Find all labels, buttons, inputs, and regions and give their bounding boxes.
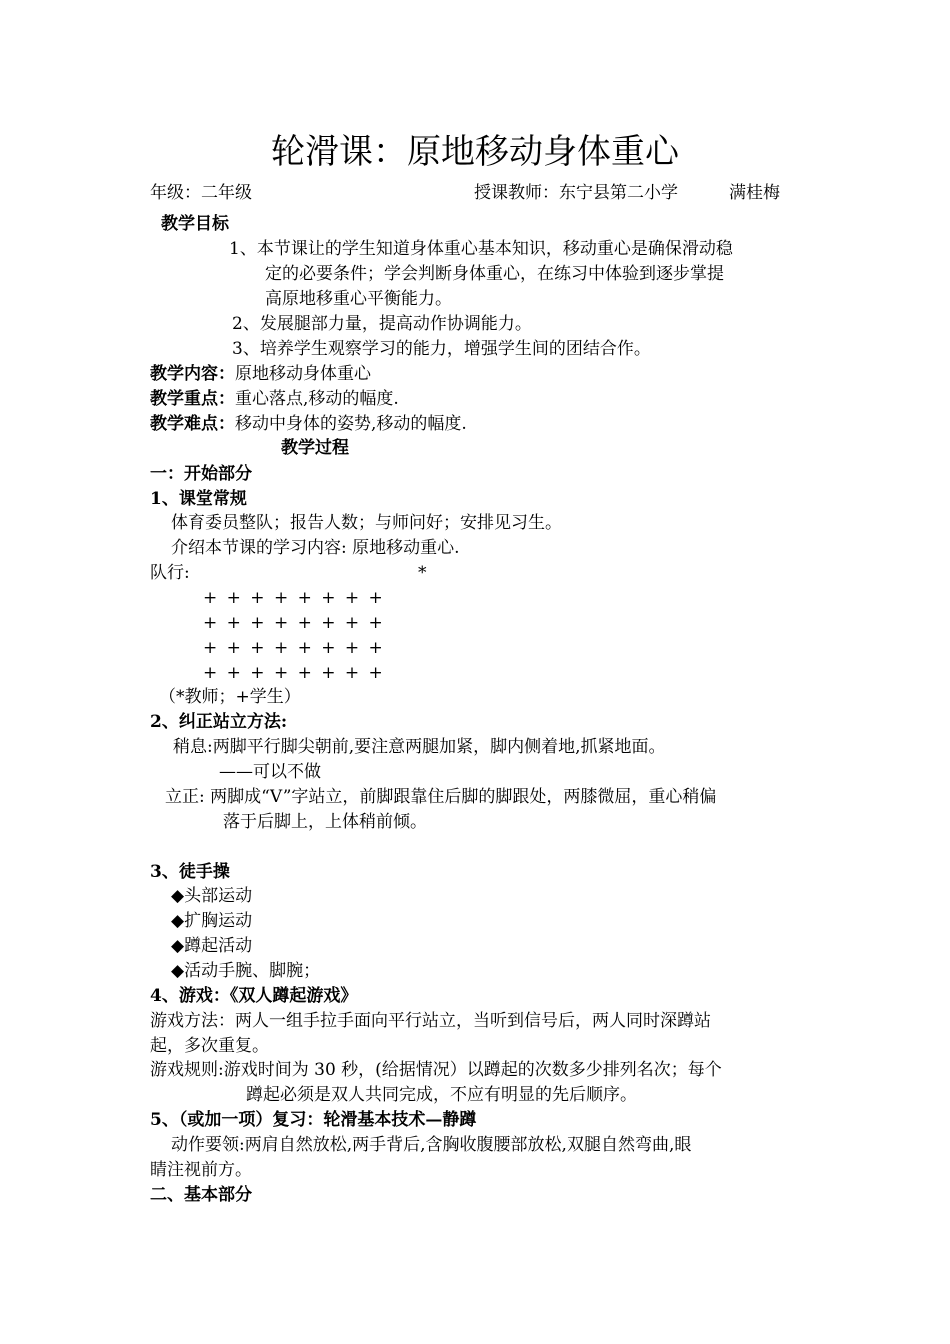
stand-line-1: 立正: 两脚成“V”字站立，前脚跟靠住后脚的脚跟处，两膝微屈，重心稍偏 bbox=[165, 787, 717, 807]
formation-row-2: + + + + + + + + bbox=[203, 613, 385, 633]
part1-heading: 一：开始部分 bbox=[150, 464, 252, 484]
content-row bbox=[150, 363, 371, 385]
exercise-item-3: ◆蹲起活动 bbox=[171, 936, 253, 956]
process-heading: 教学过程 bbox=[281, 438, 349, 458]
section-5-heading: 5、（或加一项）复习：轮滑基本技术—静蹲 bbox=[150, 1110, 477, 1130]
stand-line-2: 落于后脚上，上体稍前倾。 bbox=[223, 812, 427, 832]
exercise-item-1: ◆头部运动 bbox=[171, 886, 253, 906]
key-point-value: 重心落点,移动的幅度. bbox=[235, 389, 399, 409]
content-label: 教学内容： bbox=[150, 364, 235, 384]
teacher-text: 授课教师：东宁县第二小学 bbox=[474, 183, 678, 203]
game-rule-line-1: 游戏规则:游戏时间为 30 秒，(给据情况）以蹲起的次数多少排列名次；每个 bbox=[150, 1060, 722, 1080]
teacher-name: 满桂梅 bbox=[729, 183, 780, 203]
objective-3: 3、培养学生观察学习的能力，增强学生间的团结合作。 bbox=[232, 339, 651, 359]
objectives-heading: 教学目标 bbox=[161, 214, 229, 234]
section-3-heading: 3、徒手操 bbox=[150, 862, 230, 882]
objective-1-line-1: 1、本节课让的学生知道身体重心基本知识，移动重心是确保滑动稳 bbox=[229, 239, 733, 259]
exercise-item-2: ◆扩胸运动 bbox=[171, 911, 253, 931]
section-2-heading: 2、纠正站立方法: bbox=[150, 712, 288, 732]
squat-line-2: 睛注视前方。 bbox=[150, 1160, 252, 1180]
section-1-heading: 1、课堂常规 bbox=[150, 489, 247, 509]
formation-row-4: + + + + + + + + bbox=[203, 663, 385, 683]
objective-1-line-3: 高原地移重心平衡能力。 bbox=[265, 289, 452, 309]
content-value: 原地移动身体重心 bbox=[235, 364, 371, 384]
objective-1-line-2: 定的必要条件；学会判断身体重心，在练习中体验到逐步掌提 bbox=[265, 264, 724, 284]
section-4-heading: 4、游戏：《双人蹲起游戏》 bbox=[150, 986, 358, 1006]
game-rule-line-2: 蹲起必须是双人共同完成，不应有明显的先后顺序。 bbox=[246, 1085, 637, 1105]
part2-heading: 二、基本部分 bbox=[150, 1185, 252, 1205]
formation-row-1: + + + + + + + + bbox=[203, 588, 385, 608]
formation-label: 队行: bbox=[150, 563, 190, 583]
difficulty-label: 教学难点： bbox=[150, 414, 235, 434]
routine-line-2: 介绍本节课的学习内容: 原地移动重心. bbox=[171, 538, 460, 558]
routine-line-1: 体育委员整队；报告人数；与师问好；安排见习生。 bbox=[171, 513, 562, 533]
objective-2: 2、发展腿部力量，提高动作协调能力。 bbox=[232, 314, 532, 334]
exercise-item-4: ◆活动手腕、脚腕； bbox=[171, 961, 321, 981]
formation-legend: （*教师；+学生） bbox=[159, 687, 301, 707]
page-title: 轮滑课：原地移动身体重心 bbox=[271, 132, 679, 172]
game-method-line-2: 起，多次重复。 bbox=[150, 1036, 269, 1056]
rest-line-1: 稍息:两脚平行脚尖朝前,要注意两腿加紧，脚内侧着地,抓紧地面。 bbox=[173, 737, 666, 757]
grade-text: 年级：二年级 bbox=[150, 183, 252, 203]
game-method-line-1: 游戏方法：两人一组手拉手面向平行站立，当听到信号后，两人同时深蹲站 bbox=[150, 1011, 711, 1031]
key-point-label: 教学重点： bbox=[150, 389, 235, 409]
teacher-mark: * bbox=[418, 563, 427, 583]
formation-row-3: + + + + + + + + bbox=[203, 638, 385, 658]
difficulty-row bbox=[150, 413, 467, 435]
difficulty-value: 移动中身体的姿势,移动的幅度. bbox=[235, 414, 467, 434]
rest-line-2: ——可以不做 bbox=[219, 762, 321, 782]
squat-line-1: 动作要领:两肩自然放松,两手背后,含胸收腹腰部放松,双腿自然弯曲,眼 bbox=[171, 1135, 692, 1155]
key-point-row bbox=[150, 388, 399, 410]
